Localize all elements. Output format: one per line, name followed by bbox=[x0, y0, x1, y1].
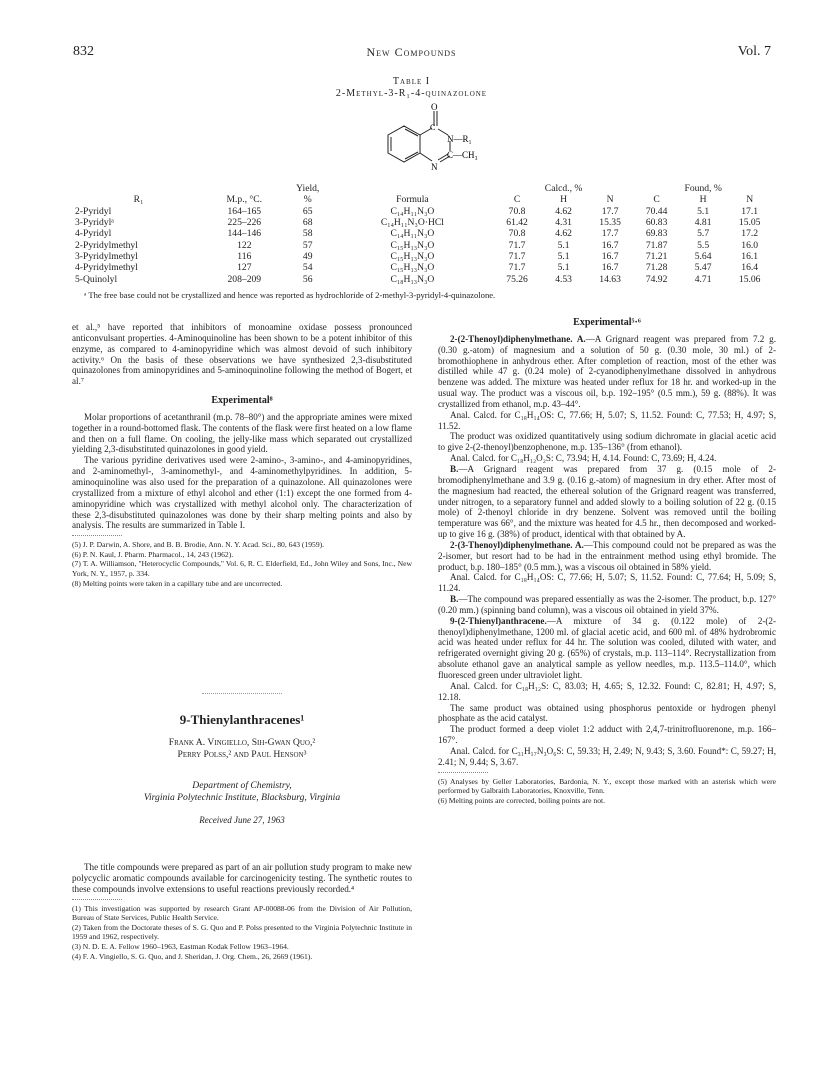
table-cell: 17.1 bbox=[741, 205, 759, 217]
analysis-line: Anal. Calcd. for C₁₈H₁₄OS: C, 77.66; H, 5.07; S, 11.52. Found: C, 77.64; H, 5.09; S, 11.24. bbox=[438, 572, 776, 594]
table-cell: 4.53 bbox=[555, 273, 572, 285]
table-cell: 60.83 bbox=[645, 217, 668, 229]
table-cell: 68 bbox=[302, 217, 313, 229]
body-paragraph: The same product was obtained using phosphorus pentoxide or hydrogen phenyl phosphate as the acid catalyst. bbox=[438, 702, 776, 724]
table-row bbox=[73, 206, 773, 217]
table-row bbox=[73, 273, 773, 284]
table-cell: 5.1 bbox=[697, 205, 710, 217]
reference-item: (8) Melting points were taken in a capillary tube and are uncorrected. bbox=[72, 578, 283, 588]
calcd-header: Calcd., % bbox=[544, 183, 583, 195]
right-column bbox=[438, 318, 776, 805]
table-cell: 116 bbox=[237, 250, 252, 262]
article-title: 9-Thienylanthracenes¹ bbox=[179, 712, 305, 727]
table-cell: 16.4 bbox=[741, 262, 759, 274]
column-header: C bbox=[513, 194, 521, 206]
yield-header: Yield, bbox=[296, 183, 320, 195]
compound-heading: 2-(3-Thenoyl)diphenylmethane. A. bbox=[450, 539, 584, 550]
table-cell: 122 bbox=[237, 239, 252, 251]
body-text: —The compound was prepared essentially as was the 2-isomer. The product, b.p. 127° (0.20 mm.) (spinning band column), was a viscous oil obtained in yield 37%. bbox=[438, 594, 776, 615]
table-cell: 49 bbox=[302, 250, 313, 262]
affiliation bbox=[72, 780, 412, 804]
column-header: % bbox=[303, 194, 312, 206]
table-cell: 57 bbox=[302, 239, 313, 251]
compound-heading: 2-(2-Thenoyl)diphenylmethane. A. bbox=[450, 333, 586, 344]
table-cell: C₁₅H₁₃N₃O bbox=[390, 239, 435, 251]
table-cell: 16.1 bbox=[741, 250, 759, 262]
table-cell: C₁₄H₁₁N₃O bbox=[390, 205, 435, 217]
table-cell: 54 bbox=[302, 262, 313, 274]
column-header: M.p., °C. bbox=[226, 194, 263, 206]
table-cell: 15.05 bbox=[738, 217, 761, 229]
footnote-item: (1) This investigation was supported by research Grant AP-00088-06 from the Division of Air Pollution, Bureau of State Services, Public Health Service. bbox=[72, 903, 412, 923]
analysis-line: Anal. Calcd. for C₁₈H₁₂O₂S: C, 73.94; H, 4.14. Found: C, 73.69; H, 4.24. bbox=[450, 453, 717, 464]
footnote-item: (5) Analyses by Geller Laboratories, Bardonia, N. Y., except those marked with an asterisk which were performed by Galbraith Laboratories, Knoxville, Tenn. bbox=[438, 776, 776, 796]
table-cell: 56 bbox=[302, 273, 313, 285]
body-paragraph: The various pyridine derivatives used were 2-amino-, 3-amino-, and 4-aminopyridines, and 2-aminomethyl-, 3-aminomethyl-, and 4-aminomethylpyridines. In addition, 5-aminoquinoline was also used for the preparation of a quinazolone. All quinazolones were crystallized from a mixture of ethyl alcohol and ether (1:1) except the one formed from 4-aminopyridine which was crystallized with methyl alcohol only. The characterization of these 2,3-disubstituted quinazolones was done by their sharp melting points and also by analysis. The results are summarized in Table I. bbox=[72, 455, 412, 531]
oxygen-label: O bbox=[431, 102, 438, 112]
body-paragraph: The product was oxidized quantitatively using sodium dichromate in glacial acetic acid to give 2-(2-thenoyl)benzophenone, m.p. 135–136° (from ethanol). bbox=[438, 431, 776, 453]
table-cell: 74.92 bbox=[645, 273, 668, 285]
volume-label: Vol. 7 bbox=[737, 44, 771, 59]
table-row bbox=[73, 251, 773, 262]
table-cell: 5.47 bbox=[694, 262, 712, 274]
table-row bbox=[73, 217, 773, 228]
column-header: C bbox=[653, 194, 660, 206]
table-cell: 4.81 bbox=[694, 217, 712, 229]
table-cell: 70.8 bbox=[508, 205, 526, 217]
table-cell: 17.7 bbox=[601, 205, 619, 217]
table-cell: 75.26 bbox=[506, 273, 528, 285]
found-header: Found, % bbox=[684, 183, 722, 195]
quinazolone-table bbox=[73, 183, 773, 285]
table-cell: 4.62 bbox=[555, 228, 572, 240]
table-cell: C₁₈H₁₃N₃O bbox=[390, 273, 435, 285]
column-header: H bbox=[699, 194, 707, 206]
carbon-label: C bbox=[430, 123, 436, 132]
analysis-line: Anal. Calcd. for C₃₁H₁₇N₃O₆S: C, 59.33; H, 2.49; N, 9.43; S, 3.60. Found*: C, 59.27; H, 2.41; N, 9.44; S, 3.67. bbox=[438, 745, 776, 767]
table-cell: 61.42 bbox=[506, 217, 528, 229]
table-cell: 4-Pyridylmethyl bbox=[75, 262, 138, 274]
table-cell: 69.83 bbox=[645, 228, 668, 240]
table-cell: 127 bbox=[237, 262, 252, 274]
experimental-heading: Experimental⁵·⁶ bbox=[573, 317, 641, 328]
reference-item: (7) T. A. Williamson, "Heterocyclic Compounds," Vol. 6, R. C. Elderfield, Ed., John Wiley and Sons, Inc., New York, N. Y., 1957, p. 334. bbox=[72, 559, 412, 578]
table-cell: 16.7 bbox=[601, 262, 619, 274]
table-cell: 5.7 bbox=[697, 228, 710, 240]
table-cell: 65 bbox=[302, 205, 313, 217]
table-cell: 4.31 bbox=[555, 217, 572, 229]
column-header: Formula bbox=[396, 194, 429, 206]
n-r1-label: N—R₁ bbox=[447, 134, 472, 144]
table-cell: 71.7 bbox=[508, 239, 526, 251]
table-cell: 14.63 bbox=[599, 273, 621, 285]
abstract-block bbox=[72, 862, 412, 961]
table-cell: 16.7 bbox=[601, 250, 619, 262]
footnote-item: (2) Taken from the Doctorate theses of S. G. Quo and P. Polss presented to the Virginia Polytechnic Institute in 1959 and 1962, respectively. bbox=[72, 922, 412, 942]
table-row bbox=[73, 228, 773, 239]
table-cell: 71.28 bbox=[645, 262, 668, 274]
footnote-rule bbox=[72, 899, 122, 900]
footnote-item: (4) F. A. Vingiello, S. G. Quo, and J. Sheridan, J. Org. Chem., 26, 2669 (1961). bbox=[72, 951, 313, 961]
table-cell: 3-Pyridylᵃ bbox=[75, 217, 114, 229]
affiliation-line: Department of Chemistry, bbox=[192, 780, 292, 791]
table-cell: 16.7 bbox=[601, 239, 619, 251]
table-cell: 70.8 bbox=[508, 228, 526, 240]
column-header: H bbox=[560, 194, 568, 206]
table-cell: C₁₄H₁₁N₃O bbox=[390, 228, 435, 240]
table-cell: 5.1 bbox=[557, 262, 570, 274]
reference-item: (5) J. P. Darwin, A. Shore, and B. B. Brodie, Ann. N. Y. Acad. Sci., 80, 643 (1959). bbox=[72, 540, 325, 550]
authors bbox=[72, 737, 412, 761]
article-separator bbox=[202, 693, 282, 694]
footnote-item: (3) N. D. E. A. Fellow 1960–1963, Eastman Kodak Fellow 1963–1964. bbox=[72, 941, 289, 951]
column-header: N bbox=[606, 194, 614, 206]
body-paragraph: Molar proportions of acetanthranil (m.p. 78–80°) and the appropriate amines were mixed together in a round-bottomed flask. The contents of the flask were first heated on a low flame and then on a full flame. On cooling, the jelly-like mass which separated out crystallized yielding 2,3-disubstituted quinazolones in good yield. bbox=[72, 411, 412, 455]
body-text: —This compound could not be prepared as was the 2-isomer, but resort had to be had in the entrainment method using ethyl bromide. The product, b.p. 180–185° (0.5 mm.), was a viscous oil obtained in 58% yield. bbox=[438, 539, 776, 572]
table-cell: 15.06 bbox=[738, 273, 761, 285]
c-ch3-label: C—CH₃ bbox=[447, 150, 478, 160]
table-cell: 4.62 bbox=[555, 205, 572, 217]
table-cell: 5-Quinolyl bbox=[75, 273, 118, 285]
affiliation-line: Virginia Polytechnic Institute, Blacksburg, Virginia bbox=[143, 792, 341, 803]
received-date: Received June 27, 1963 bbox=[199, 815, 285, 825]
analysis-line: Anal. Calcd. for C₁₈H₁₄OS: C, 77.66; H, 5.07; S, 11.52. Found: C, 77.53; H, 4.97; S, 11.52. bbox=[438, 409, 776, 431]
table-cell: 4-Pyridyl bbox=[75, 228, 112, 240]
table-cell: 4.71 bbox=[694, 273, 712, 285]
table-cell: C₁₅H₁₃N₃O bbox=[390, 262, 435, 274]
table-cell: 2-Pyridylmethyl bbox=[75, 239, 138, 251]
table-cell: 71.87 bbox=[645, 239, 668, 251]
table-cell: 5.5 bbox=[697, 239, 710, 251]
reference-item: (6) P. N. Kaul, J. Pharm. Pharmacol., 14, 243 (1962). bbox=[72, 549, 234, 559]
n-label: N bbox=[431, 162, 438, 172]
table-cell: 5.1 bbox=[557, 250, 570, 262]
table-cell: 71.21 bbox=[645, 250, 668, 262]
table-caption: Table I bbox=[392, 76, 431, 87]
table-cell: 17.7 bbox=[601, 228, 619, 240]
table-cell: C₁₄H₁₁N₃O·HCl bbox=[380, 217, 444, 229]
references bbox=[72, 540, 412, 588]
footnote-rule bbox=[438, 772, 488, 773]
table-cell: 3-Pyridylmethyl bbox=[75, 250, 138, 262]
authors-line: Perry Polss,² and Paul Henson³ bbox=[177, 749, 307, 760]
article-footnotes bbox=[72, 904, 412, 962]
quinazolone-structure bbox=[370, 101, 510, 181]
benzene-ring bbox=[388, 126, 420, 162]
table-cell: 16.0 bbox=[741, 239, 759, 251]
table-cell: 5.1 bbox=[557, 239, 570, 251]
table-cell: 5.64 bbox=[694, 250, 712, 262]
table-cell: 164–165 bbox=[227, 205, 262, 217]
table-cell: 70.44 bbox=[645, 205, 668, 217]
right-footnotes bbox=[438, 777, 776, 806]
table-row bbox=[73, 262, 773, 273]
table-cell: C₁₅H₁₃N₃O bbox=[390, 250, 435, 262]
table-cell: 144–146 bbox=[227, 228, 262, 240]
table-row bbox=[73, 239, 773, 250]
page-number: 832 bbox=[73, 44, 94, 59]
left-column bbox=[72, 322, 412, 588]
method-heading: B. bbox=[450, 463, 459, 474]
experimental-heading: Experimental⁸ bbox=[211, 395, 273, 407]
authors-line: Frank A. Vingiello, Sih-Gwan Quo,² bbox=[168, 737, 316, 748]
body-text: —A mixture of 34 g. (0.122 mole) of 2-(2-thenoyl)diphenylmethane, 1200 ml. of glacial acetic acid, and 600 ml. of 48% hydrobromic acid was heated under reflux for 44 hr. The solution was cooled, diluted with water, and refrigerated overnight giving 20 g. (65%) of crystals, m.p. 113–114°. Recrystallization from absolute ethanol gave an analytical sample as yellow needles, m.p. 113.5–114.0°, which fluoresced green under ultraviolet light. bbox=[438, 615, 776, 680]
table-cell: 17.2 bbox=[741, 228, 759, 240]
intro-paragraph: et al.,⁵ have reported that inhibitors of monoamine oxidase possess pronounced anticonvulsant properties. 4-Aminoquinoline has been shown to be a potent inhibitor of this enzyme, as compared to 4-aminopyridine which was almost devoid of such inhibitory activity.⁶ On the basis of these observations we have synthesized 2,3-disubstituted quinazolones from aminopyridines and 5-aminoquinoline following the method of Bogert, et al.⁷ bbox=[72, 322, 412, 387]
body-text: —A Grignard reagent was prepared from 37 g. (0.15 mole of 2-bromodiphenylmethane and 3.9 g. (0.16 g.-atom) of magnesium in dry ether. After most of the magnesium had reacted, the ethereal solution of the Grignard reagent was transferred, under nitrogen, to a separatory funnel and added slowly to a boiling solution of 22 g. (0.15 mole) of 2-thenoyl chloride in dry benzene. Solvent was removed until the boiling temperature was 66°, and the mixture was heated for 4.5 hr., then decomposed and worked-up to give 16 g. (38%) of product, identical with that obtained by A. bbox=[438, 463, 776, 540]
table-header-row bbox=[73, 194, 773, 205]
table-cell: 71.7 bbox=[508, 262, 526, 274]
table-subtitle: 2-Methyl-3-R₁-4-quinazolone bbox=[335, 88, 488, 99]
footnote-item: (6) Melting points are corrected, boiling points are not. bbox=[438, 795, 606, 805]
column-header: N bbox=[746, 194, 754, 206]
analysis-line: Anal. Calcd. for C₁₈H₁₂S: C, 83.03; H, 4.65; S, 12.32. Found: C, 82.81; H, 4.97; S, 12.18. bbox=[438, 680, 776, 702]
table-footnote: ᵃ The free base could not be crystallized and hence was reported as hydrochloride of 2-methyl-3-pyridyl-4-quinazolone. bbox=[84, 290, 496, 300]
body-text: —A Grignard reagent was prepared from 7.2 g. (0.30 g.-atom) of magnesium and a solution of 50 g. (0.30 mole, 30 ml.) of 2-bromothiophene in anhydrous ether. After completion of reaction, most of the ether was distilled while 47 g. (0.24 mole) of 2-cyanodiphenylmethane dissolved in anhydrous benzene was added. The mixture was heated under reflux for 18 hr. and worked-up in the usual way. The product was a viscous oil, b.p. 192–195° (0.5 mm.), 59 g. (88%). It was crystallized from ethanol, m.p. 43–44°. bbox=[438, 333, 776, 409]
footnote-rule bbox=[72, 535, 122, 536]
compound-heading: 9-(2-Thienyl)anthracene. bbox=[450, 615, 547, 626]
table-cell: 208–209 bbox=[227, 273, 262, 285]
table-cell: 71.7 bbox=[508, 250, 526, 262]
method-heading: B. bbox=[450, 594, 459, 605]
table-cell: 15.35 bbox=[599, 217, 621, 229]
table-cell: 225–226 bbox=[227, 217, 262, 229]
body-paragraph: The product formed a deep violet 1:2 adduct with 2,4,7-trinitrofluorenone, m.p. 166–167°. bbox=[438, 724, 776, 746]
table-cell: 58 bbox=[302, 228, 313, 240]
journal-title: New Compounds bbox=[366, 45, 457, 59]
abstract-paragraph: The title compounds were prepared as part of an air pollution study program to make new polycyclic aromatic compounds available for carcinogenicity testing. The synthetic routes to these compounds involve extensions to useful reactions previously recorded.⁴ bbox=[72, 862, 412, 894]
column-header: R₁ bbox=[133, 194, 144, 206]
table-cell: 2-Pyridyl bbox=[75, 205, 112, 217]
